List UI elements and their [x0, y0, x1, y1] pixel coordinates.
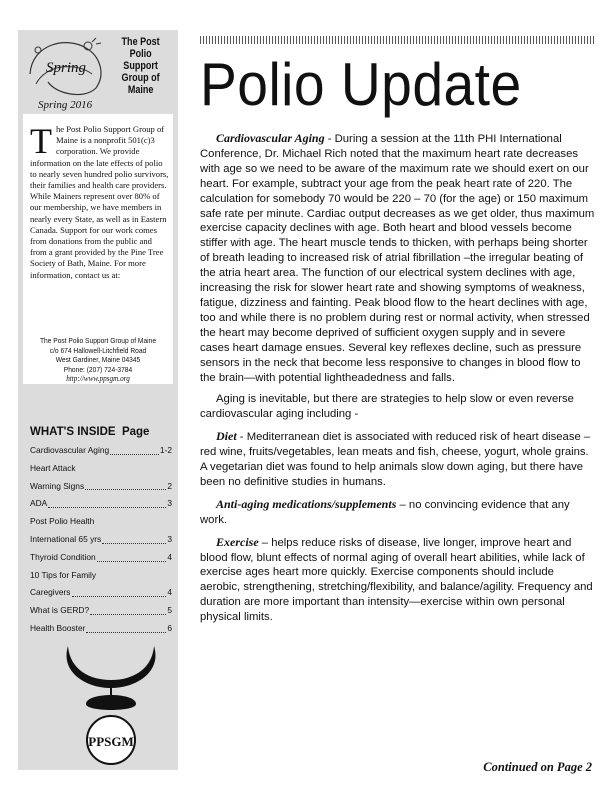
toc-item: [30, 602, 172, 620]
toc-leader-dots: [110, 442, 159, 455]
toc-item-label: Health Booster: [30, 622, 86, 633]
toc-item: [30, 549, 172, 567]
emblem-text: PPSGM: [88, 734, 134, 749]
toc-leader-dots: [48, 495, 166, 508]
toc-item: [30, 442, 172, 460]
toc-item: [30, 620, 172, 638]
contact-phone: Phone: (207) 724-3784: [63, 364, 133, 374]
toc-item-label: What is GERD?: [30, 605, 90, 616]
org-name-line: Polio: [129, 48, 152, 60]
toc-item-page: 6: [167, 622, 172, 633]
intro-box: [23, 114, 173, 384]
spring-logo: [26, 34, 110, 98]
org-name-line: Group of: [121, 72, 160, 84]
masthead-title: Polio Update: [200, 51, 522, 118]
toc-item-page: 4: [167, 551, 172, 562]
masthead-rule: [200, 36, 594, 44]
toc-item: [30, 495, 172, 513]
toc-leader-dots: [90, 602, 166, 615]
toc-page-label: Page: [121, 426, 150, 438]
table-of-contents: [30, 442, 172, 638]
toc-leader-dots: [102, 531, 166, 544]
toc-item: [30, 584, 172, 602]
toc-leader-dots: [72, 584, 167, 597]
section-heading: Anti-aging medications/supplements: [216, 496, 397, 511]
paragraph-text: – no convincing evidence that any work.: [200, 498, 570, 526]
toc-item-page: 5: [167, 605, 172, 616]
org-name-line: The Post: [121, 36, 160, 48]
toc-item-page: 4: [167, 587, 172, 598]
toc-item: [30, 513, 172, 531]
intro-body: he Post Polio Support Group of Maine is a nonprofit 501(c)3 corporation. We provide information on the late effects of polio to nearly seven hundred polio survivors, their families and health care providers. While Mainers represent over 80% of our membership, we have members in nearly every State, as well as in Eastern Canada. Support for our work comes from donations from the public and from a grant provided by the Pine Tree Society of Bath, Maine. For more information, contact us at:: [30, 124, 169, 280]
toc-item-label: ADA: [30, 498, 48, 509]
toc-item-page: 3: [167, 498, 172, 509]
toc-heading: WHAT'S INSIDE: [30, 426, 116, 438]
toc-item-label: Cardiovascular Aging: [30, 445, 110, 455]
paragraph-text: Aging is inevitable, but there are strategies to help slow or even reverse cardiovascular aging including -: [200, 393, 574, 421]
paragraph-text: – helps reduce risks of disease, live longer, improve heart and blood flow, blunt effects of normal aging of overall heart abilities, while lack of exercise ages heart more quickly. Exercise components should include aerobic, strengthening, stretching/flexibility, and balance/agility. Frequency and duration are more important than intensity—exercise within own personal physical limits.: [200, 536, 593, 624]
toc-item: [30, 567, 172, 585]
toc-item-page: 3: [167, 533, 172, 544]
contact-line: West Gardiner, Maine 04345: [55, 355, 141, 364]
toc-item-label: International 65 yrs: [30, 533, 102, 544]
toc-item-page: 1-2: [159, 445, 172, 455]
article-paragraph: [200, 497, 596, 528]
contact-line: The Post Polio Support Group of Maine: [39, 336, 157, 345]
toc-item-label: Heart Attack: [30, 462, 76, 473]
section-heading: Diet: [216, 429, 237, 444]
toc-item: [30, 460, 172, 478]
issue-date: Spring 2016: [38, 99, 93, 111]
drop-cap: T: [30, 121, 52, 161]
toc-item-label: Caregivers: [30, 587, 71, 598]
contact-line: c/o 674 Hallowell-Litchfield Road: [49, 345, 147, 355]
intro-text: [30, 121, 170, 281]
toc-item-label: Thyroid Condition: [30, 551, 96, 562]
toc-item: [30, 531, 172, 549]
section-heading: Cardiovascular Aging: [216, 131, 325, 145]
ppsgm-emblem: [56, 642, 166, 772]
paragraph-text: - Mediterranean diet is associated with reduced risk of heart disease – red wine, fruits/vegetables, lean meats and fish, cheese, yogurt, whole grains. A vegetarian diet was found to help animals slow down aging, but there have been no definitive studies in humans.: [200, 431, 591, 488]
toc-leader-dots: [97, 549, 167, 562]
logo-word: Spring: [46, 60, 87, 76]
sidebar: [18, 30, 178, 770]
toc-item-label: 10 Tips for Family: [30, 569, 97, 580]
website-link[interactable]: http://www.ppsgm.org: [66, 374, 130, 383]
toc-item-label: Warning Signs: [30, 480, 85, 491]
org-name-line: Maine: [127, 84, 154, 96]
article-paragraph: [200, 392, 596, 422]
article-body: [200, 131, 596, 632]
article-paragraph: [200, 429, 596, 490]
article-paragraph: [200, 535, 596, 625]
paragraph-text: - During a session at the 11th PHI International Conference, Dr. Michael Rich noted that the maximum heart rate decreases with age so we need to be aware of the maximum rate we should exert on our heart. For example, subtract your age from the peak heart rate of 220. The calculation for somebody 70 would be 220 – 70 (for the age) or 150 maximum safe rate per minute. Cardiac output decreases as we get older, thus maximum exercise capacity declines with age. Both heart and blood vessels become stiffer with age. The heart muscle tends to thicken, with perhaps being shorter of breath leading to increased risk of atrial fibrillation –the irregular beating of the atria heart area. The function of our electrical system declines with age, increasing the risk for slower heart rate and showing symptoms of weakness, fatigue, dizziness and fainting. Peak blood flow to the heart declines with age, too and while there is no problem during rest or normal activity, when stressed the heart may become deprived of sufficient oxygen supply and in severe cases heart damage ensues. Several key reflexes decline, such as pressure sensors in the neck that become less responsive to changes in blood flow to the brain—with potential lightheadedness and falls.: [200, 133, 595, 384]
article-paragraph: [200, 131, 596, 385]
toc-title: [30, 426, 149, 438]
toc-leader-dots: [85, 478, 166, 491]
toc-item: [30, 478, 172, 496]
organization-name: [116, 36, 165, 96]
org-name-line: Support: [123, 60, 158, 72]
contact-block: [23, 336, 173, 384]
section-heading: Exercise: [216, 534, 259, 549]
continued-note: Continued on Page 2: [483, 760, 592, 774]
toc-item-label: Post Polio Health: [30, 516, 95, 527]
toc-item-page: 2: [167, 480, 172, 491]
toc-leader-dots: [86, 620, 166, 633]
